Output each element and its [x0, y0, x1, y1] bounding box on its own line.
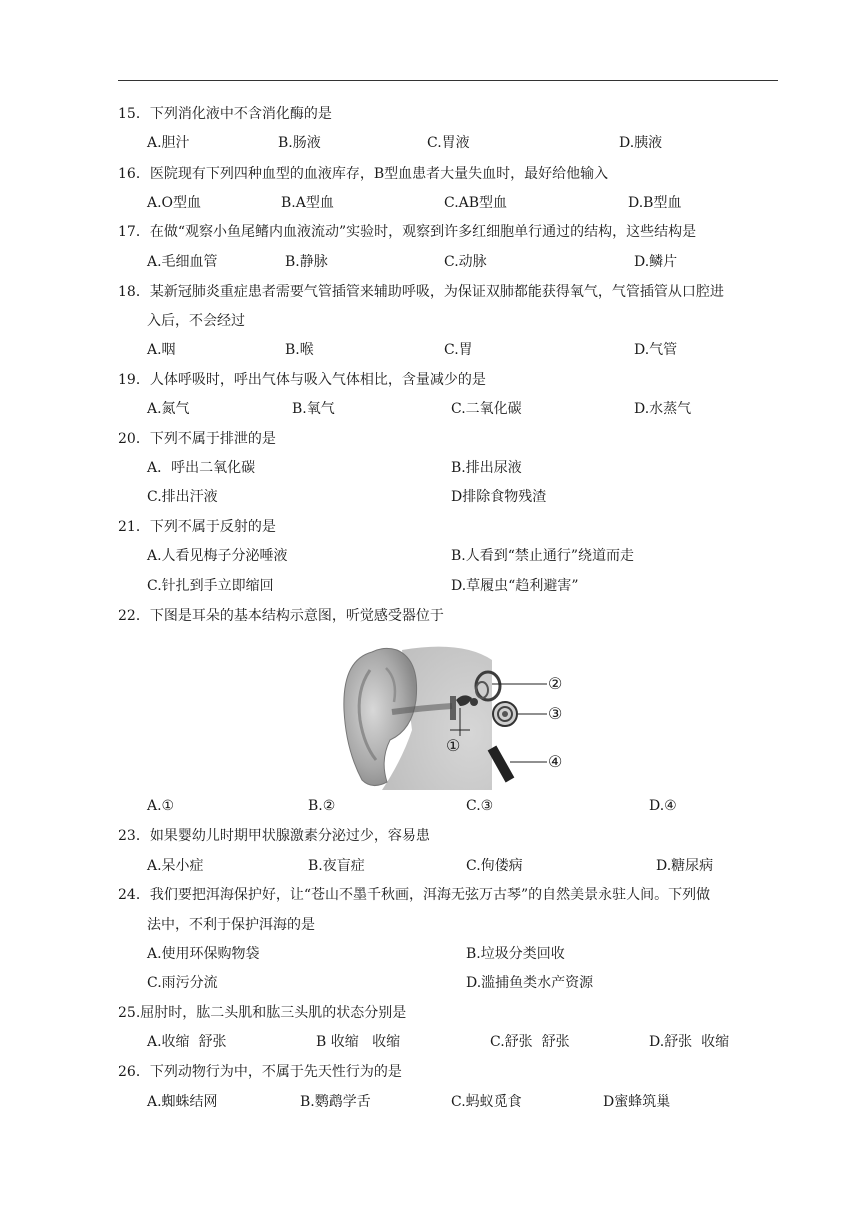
- figure-label-1: ①: [446, 736, 461, 755]
- question-stem: 屈肘时，肱二头肌和肱三头肌的状态分别是: [140, 1005, 407, 1021]
- question-23: [118, 826, 430, 846]
- question-24-continued: 法中，不利于保护洱海的是: [147, 917, 315, 933]
- option-c: C.舒张 舒张: [490, 1034, 570, 1050]
- option-b: B 收缩 收缩: [316, 1034, 401, 1050]
- option-b: B.②: [308, 798, 336, 814]
- question-stem: 人体呼吸时，呼出气体与吸入气体相比，含量减少的是: [149, 372, 486, 388]
- option-a: A.氮气: [147, 401, 190, 417]
- question-stem: 在做“观察小鱼尾鳍内血液流动”实验时，观察到许多红细胞单行通过的结构，这些结构是: [149, 224, 697, 240]
- question-stem: 下列不属于反射的是: [149, 519, 276, 535]
- question-number: 22．: [118, 608, 150, 624]
- question-stem: 下列动物行为中，不属于先天性行为的是: [149, 1064, 402, 1080]
- option-a: A.O型血: [147, 195, 202, 211]
- option-a: A.人看见梅子分泌唾液: [147, 548, 288, 564]
- question-24: [118, 885, 710, 905]
- question-stem: 下图是耳朵的基本结构示意图，听觉感受器位于: [149, 608, 444, 624]
- option-d: D.④: [649, 798, 677, 814]
- question-number: 16．: [118, 166, 150, 182]
- ear-diagram: [342, 640, 582, 790]
- question-22: [118, 606, 444, 626]
- option-d: D.舒张 收缩: [649, 1034, 730, 1050]
- option-a: A．呼出二氧化碳: [147, 460, 256, 476]
- question-number: 18．: [118, 284, 150, 300]
- option-c: C.二氧化碳: [451, 401, 522, 417]
- option-c: C.③: [466, 798, 494, 814]
- option-c: C.胃: [444, 342, 473, 358]
- figure-label-3: ③: [548, 704, 563, 723]
- option-d: D.鳞片: [634, 254, 678, 270]
- option-a: A.呆小症: [147, 858, 204, 874]
- figure-label-2: ②: [548, 674, 563, 693]
- option-a: A.蜘蛛结网: [147, 1094, 218, 1110]
- option-d: D蜜蜂筑巢: [603, 1094, 671, 1110]
- option-d: D.草履虫“趋利避害”: [451, 578, 579, 594]
- question-number: 19．: [118, 372, 150, 388]
- question-15: [118, 104, 332, 124]
- option-c: C.蚂蚁觅食: [451, 1094, 522, 1110]
- question-number: 26．: [118, 1064, 150, 1080]
- figure-label-4: ④: [548, 752, 563, 771]
- question-number: 23．: [118, 828, 150, 844]
- option-b: B.静脉: [285, 254, 328, 270]
- option-a: A.使用环保购物袋: [147, 946, 260, 962]
- option-d: D排除食物残渣: [451, 489, 547, 505]
- option-b: B.垃圾分类回收: [466, 946, 565, 962]
- option-d: D.B型血: [628, 195, 682, 211]
- option-d: D.气管: [634, 342, 678, 358]
- option-b: B.鹦鹉学舌: [300, 1094, 371, 1110]
- question-number: 25.: [118, 1005, 141, 1021]
- ear-structure-figure: [342, 640, 582, 790]
- option-c: C.针扎到手立即缩回: [147, 578, 274, 594]
- option-c: C.动脉: [444, 254, 487, 270]
- option-c: C.胃液: [427, 135, 470, 151]
- question-19: [118, 370, 486, 390]
- question-stem: 如果婴幼儿时期甲状腺激素分泌过少，容易患: [149, 828, 430, 844]
- option-b: B.A型血: [281, 195, 334, 211]
- option-d: D.糖尿病: [656, 858, 714, 874]
- header-rule: [118, 80, 778, 81]
- option-b: B.排出尿液: [451, 460, 522, 476]
- question-16: [118, 164, 608, 184]
- option-b: B.夜盲症: [308, 858, 365, 874]
- option-c: C.AB型血: [444, 195, 508, 211]
- option-b: B.喉: [285, 342, 314, 358]
- option-c: C.佝偻病: [466, 858, 523, 874]
- option-d: D.滥捕鱼类水产资源: [466, 975, 594, 991]
- option-c: C.排出汗液: [147, 489, 218, 505]
- option-a: A.①: [147, 798, 175, 814]
- question-26: [118, 1062, 402, 1082]
- question-18-continued: 入后，不会经过: [147, 313, 245, 329]
- question-25: [118, 1003, 406, 1023]
- question-18: [118, 282, 724, 302]
- option-a: A.收缩 舒张: [147, 1034, 227, 1050]
- option-b: B.肠液: [278, 135, 321, 151]
- question-number: 17．: [118, 224, 150, 240]
- question-number: 20．: [118, 431, 150, 447]
- question-stem: 我们要把洱海保护好，让“苍山不墨千秋画，洱海无弦万古琴”的自然美景永驻人间。下列做: [149, 887, 711, 903]
- option-b: B.人看到“禁止通行”绕道而走: [451, 548, 635, 564]
- eardrum: [450, 696, 456, 720]
- auditory-tube: [492, 748, 510, 780]
- question-stem: 医院现有下列四种血型的血液库存，B型血患者大量失血时，最好给他输入: [149, 166, 609, 182]
- option-a: A.咽: [147, 342, 176, 358]
- question-number: 15．: [118, 106, 150, 122]
- question-number: 24．: [118, 887, 150, 903]
- question-17: [118, 222, 696, 242]
- question-stem: 下列不属于排泄的是: [149, 431, 276, 447]
- question-number: 21．: [118, 519, 150, 535]
- option-b: B.氧气: [292, 401, 335, 417]
- option-a: A.胆汁: [147, 135, 190, 151]
- question-stem: 下列消化液中不含消化酶的是: [149, 106, 332, 122]
- question-20: [118, 429, 276, 449]
- question-21: [118, 517, 276, 537]
- question-stem: 某新冠肺炎重症患者需要气管插管来辅助呼吸，为保证双肺都能获得氧气，气管插管从口腔进: [149, 284, 724, 300]
- option-d: D.胰液: [619, 135, 663, 151]
- option-d: D.水蒸气: [634, 401, 692, 417]
- option-c: C.雨污分流: [147, 975, 218, 991]
- option-a: A.毛细血管: [147, 254, 218, 270]
